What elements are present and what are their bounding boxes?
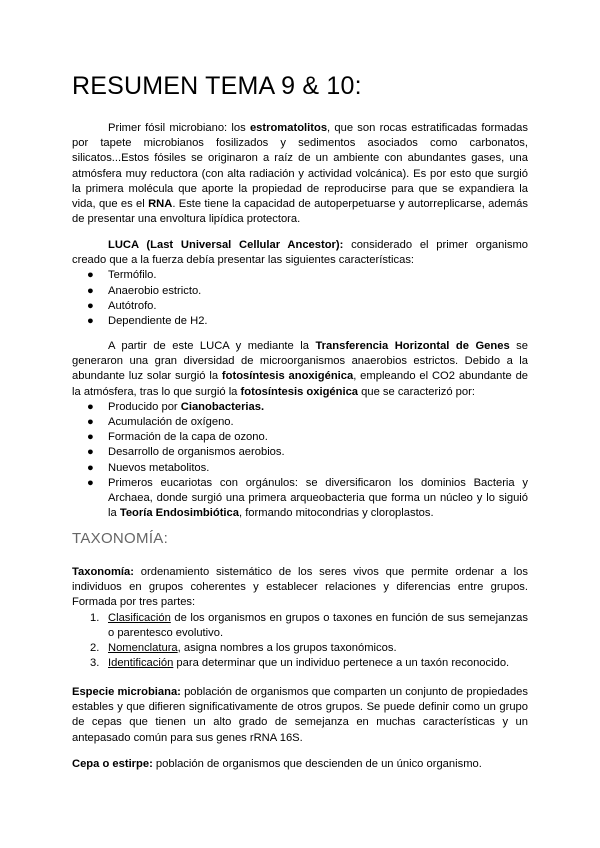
page-title: RESUMEN TEMA 9 & 10: (72, 72, 362, 100)
paragraph-text: Cepa o estirpe: población de organismos que descienden de un único organismo. (72, 758, 482, 770)
list-item: ● Autótrofo. (72, 299, 528, 314)
list-item: ● Anaerobio estricto. (72, 284, 528, 299)
paragraph-estromatolitos (72, 121, 528, 227)
list-number: 3. (90, 657, 100, 670)
bullet-icon: ● (87, 400, 94, 413)
luca-characteristics-list (72, 268, 528, 329)
section-heading-taxonomia: TAXONOMÍA: (72, 530, 169, 547)
bullet-icon: ● (87, 315, 94, 328)
paragraph-text: Especie microbiana: población de organismos que comparten un conjunto de propiedades estables y que difieren significativamente de otros grupos. Se puede definir como un grupo de cepas que tienen un alto grado de semejanza en muchas características y un antepasado común para sus genes rRNA 16S. (72, 686, 528, 744)
list-item: ● Acumulación de oxígeno. (72, 415, 528, 430)
list-item: 2. Nomenclatura, asigna nombres a los grupos taxonómicos. (72, 641, 528, 656)
paragraph-text: Taxonomía: ordenamiento sistemático de los seres vivos que permite ordenar a los individuos en grupos coherentes y establecer relaciones y diferencias entre grupos. Formada por tres partes: (72, 566, 528, 609)
paragraph-luca (72, 238, 528, 329)
list-item: 1. Clasificación de los organismos en grupos o taxones en función de sus semejanzas o parentesco evolutivo. (90, 611, 528, 639)
paragraph-cepa (72, 757, 528, 772)
bullet-icon: ● (87, 431, 94, 444)
paragraph-text: LUCA (Last Universal Cellular Ancestor): considerado el primer organismo creado que a la fuerza debía presentar las siguientes características: (72, 239, 528, 267)
paragraph-taxonomia (72, 565, 528, 671)
oxigenica-list (72, 400, 528, 522)
bullet-icon: ● (87, 416, 94, 429)
paragraph-especie-microbiana (72, 685, 528, 746)
list-item: ● Producido por Cianobacterias. (72, 400, 528, 415)
paragraph-text: Primer fósil microbiano: los estromatolitos, que son rocas estratificadas formadas por tapete microbianos fosilizados y sedimentos asociados como carbonatos, silicatos...Estos fósiles se originaron a raíz de un ambiente con abundantes gases, una atmósfera muy reductora (con alta radiación y actividad volcánica). Es por esto que surgió la primera molécula que aporte la propiedad de reproducirse para que se expandiera la vida, que es el RNA. Este tiene la capacidad de autoperpetuarse y autorreplicarse, además de presentar una envoltura lipídica protectora. (72, 122, 528, 226)
list-item: ● Primeros eucariotas con orgánulos: se diversificaron los dominios Bacteria y Archaea, donde surgió una primera arqueobacteria que forma un núcleo y lo siguió la Teoría Endosimbiótica, formando mitocondrias y cloroplastos. (87, 476, 528, 520)
bullet-icon: ● (87, 299, 94, 312)
list-number: 1. (90, 611, 100, 624)
bullet-icon: ● (87, 446, 94, 459)
paragraph-text: A partir de este LUCA y mediante la Transferencia Horizontal de Genes se generaron una gran diversidad de microorganismos anaerobios estrictos. Debido a la abundante luz solar surgió la fotosíntesis anoxigénica, empleando el CO2 abundante de la atmósfera, tras lo que surgió la fotosíntesis oxigénica que se caracterizó por: (72, 340, 529, 398)
paragraph-transferencia (72, 339, 528, 521)
bullet-icon: ● (87, 269, 94, 282)
bullet-icon: ● (87, 284, 94, 297)
list-item: ● Dependiente de H2. (72, 314, 528, 329)
list-item: 3. Identificación para determinar que un individuo pertenece a un taxón reconocido. (72, 656, 528, 671)
list-item: ● Desarrollo de organismos aerobios. (72, 445, 528, 460)
list-item: ● Formación de la capa de ozono. (72, 430, 528, 445)
list-item: ● Termófilo. (72, 268, 528, 283)
list-number: 2. (90, 642, 100, 655)
taxonomy-parts-list (72, 611, 528, 672)
list-item: ● Nuevos metabolitos. (72, 461, 528, 476)
bullet-icon: ● (87, 461, 94, 474)
bullet-icon: ● (87, 476, 94, 489)
